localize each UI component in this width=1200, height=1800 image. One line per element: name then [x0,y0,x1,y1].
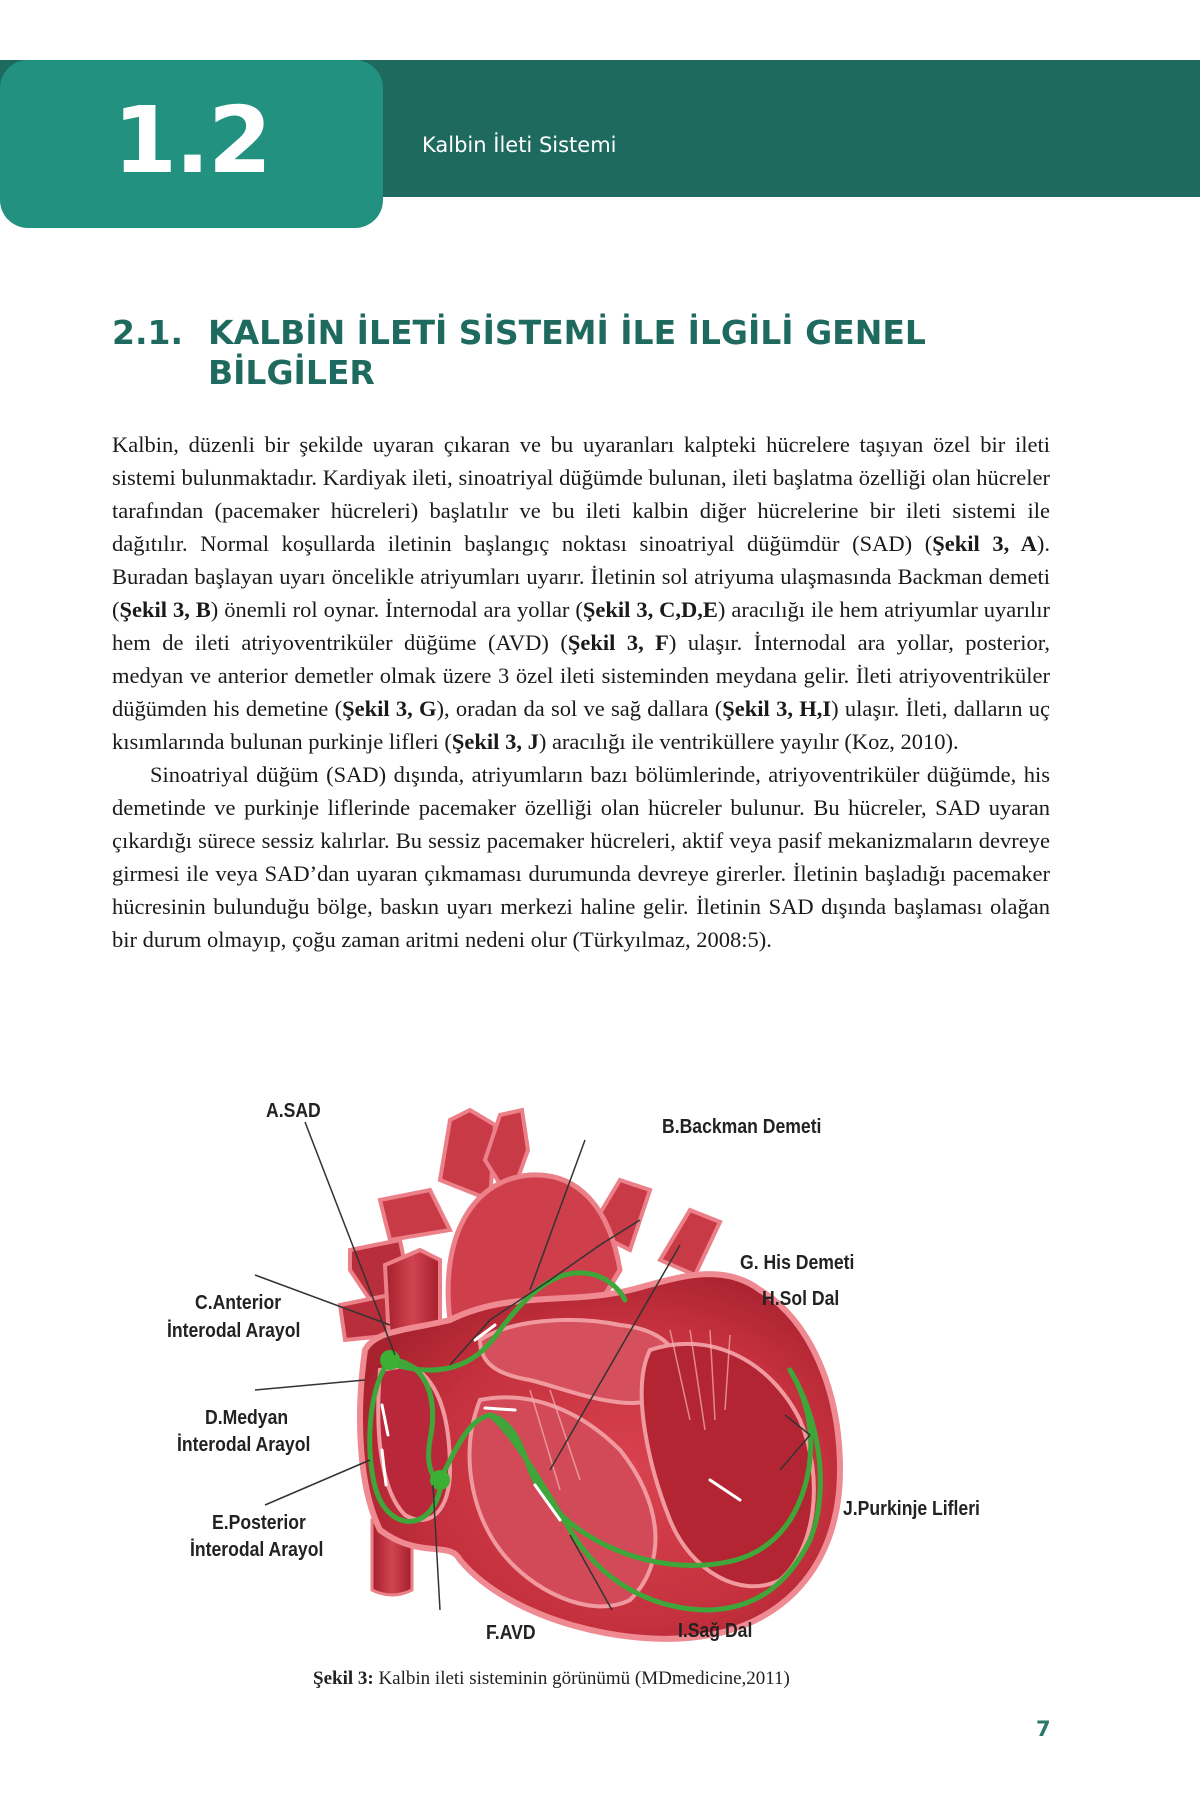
heart-conduction-figure [150,1090,1050,1650]
figure-reference: Şekil 3, J [451,729,539,754]
paragraph-text: Sinoatriyal düğüm (SAD) dışında, atriyumların bazı bölümlerinde, atriyoventriküler düğümde, his demetinde ve purkinje liflerinde pacemaker özelliği olan hücreler bulunur. Bu hücreler, SAD uyaran çıkardığı sürece sessiz kalırlar. Bu sessiz pacemaker hücreleri, aktif veya pasif mekanizmaların devreye girmesi ile veya SAD’dan uyaran çıkmaması durumunda devreye girerler. İletinin başladığı pacemaker hücresinin bulunduğu bölge, baskın uyarı merkezi haline gelir. İletinin SAD dışında başlaması olağan bir durum olmayıp, çoğu zaman aritmi nedeni olur (Türkyılmaz, 2008:5). [112,762,1050,952]
paragraph-text: ), oradan da sol ve sağ dallara ( [436,696,723,721]
caption-text: Kalbin ileti sisteminin görünümü (MDmedicine,2011) [373,1668,790,1689]
label-a-sad: A.SAD [266,1100,321,1122]
figure-reference: Şekil 3, F [567,630,669,655]
page-number: 7 [1036,1717,1051,1741]
paragraph-text: ) aracılığı ile hem atriyumlar uyarılır hem de ileti atriyoventriküler düğüme (AVD) ( [112,597,1050,655]
figure-caption [313,1668,790,1690]
paragraph-text: ) ulaşır. İleti, dalların uç kısımlarında bulunan purkinje lifleri ( [112,696,1050,754]
paragraph-text: ) ulaşır. İnternodal ara yollar, posterior, medyan ve anterior demetler olmak üzere 3 özel ileti sisteminden meydana gelir. İleti atriyoventriküler düğümden his demetine ( [112,630,1050,721]
section-number: 2.1. [112,313,183,352]
paragraph-text: ) önemli rol oynar. İnternodal ara yollar ( [210,597,583,622]
figure-reference: Şekil 3, B [119,597,211,622]
label-e-posterior-2: İnterodal Arayol [190,1539,324,1561]
caption-label: Şekil 3: [313,1668,374,1689]
paragraph-text: Kalbin, düzenli bir şekilde uyaran çıkaran ve bu uyaranları kalpteki hücrelere taşıyan özel bir ileti sistemi bulunmaktadır. Kardiyak ileti, sinoatriyal düğümde bulunan, ileti başlatma özelliği olan hücreler tarafından (pacemaker hücreleri) başlatılır ve bu ileti kalbin diğer hücrelerine bir ileti sistemi ile dağıtılır. Normal koşullarda iletinin başlangıç noktası sinoatriyal düğümdür (SAD) ( [112,432,1050,556]
label-d-medyan-2: İnterodal Arayol [177,1434,311,1456]
figure-reference: Şekil 3, C,D,E [582,597,718,622]
paragraph [112,758,1050,956]
body-text [112,428,1050,956]
figure-reference: Şekil 3, G [342,696,437,721]
sa-node [380,1350,400,1370]
label-h-sol-dal: H.Sol Dal [762,1288,840,1310]
label-f-avd: F.AVD [486,1622,536,1644]
chapter-number: 1.2 [113,86,270,194]
label-c-anterior-2: İnterodal Arayol [167,1320,301,1342]
label-e-posterior-1: E.Posterior [212,1512,306,1534]
label-b-backman: B.Backman Demeti [662,1116,822,1138]
figure-reference: Şekil 3, A [932,531,1037,556]
paragraph-text: ) aracılığı ile ventriküllere yayılır (Koz, 2010). [538,729,959,754]
label-g-his: G. His Demeti [740,1252,855,1274]
paragraph-text: ). Buradan başlayan uyarı öncelikle atriyumları uyarır. İletinin sol atriyuma ulaşmasında Backman demeti ( [112,531,1050,622]
label-c-anterior-1: C.Anterior [195,1292,282,1314]
label-i-sag-dal: I.Sağ Dal [678,1620,753,1642]
chapter-title: Kalbin İleti Sistemi [422,133,617,157]
section-title: KALBİN İLETİ SİSTEMİ İLE İLGİLİ GENEL BİLGİLER [208,313,926,392]
label-d-medyan-1: D.Medyan [205,1407,289,1429]
paragraph [112,428,1050,758]
label-j-purkinje: J.Purkinje Lifleri [843,1498,980,1520]
heart-illustration [150,1090,1050,1650]
chapter-number-box [0,60,383,228]
figure-reference: Şekil 3, H,I [722,696,832,721]
